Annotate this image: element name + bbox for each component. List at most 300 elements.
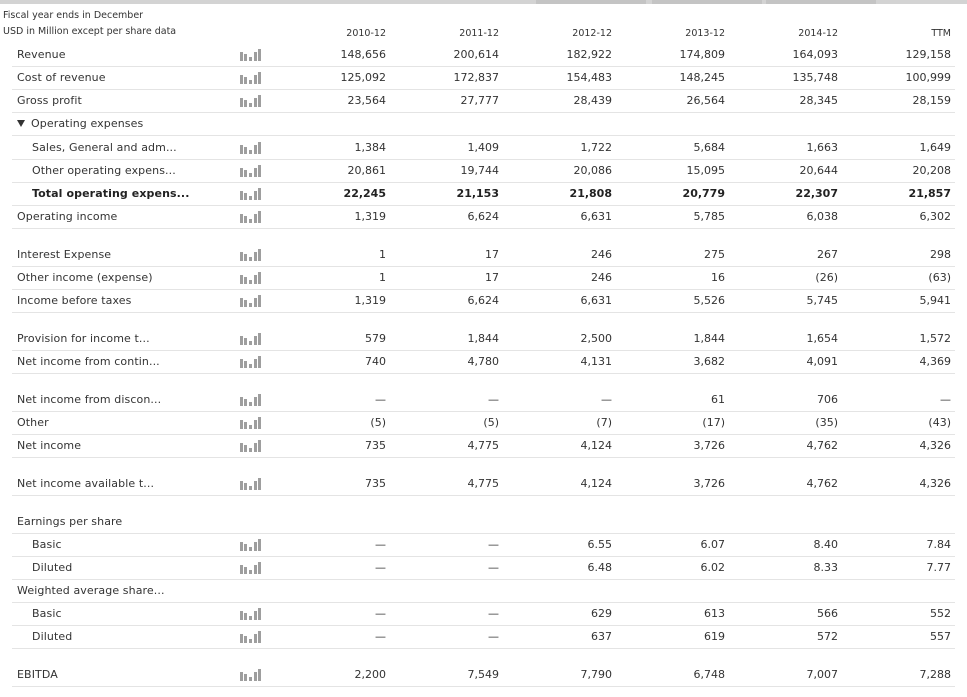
value-cell: — [601, 393, 612, 406]
row-label [17, 94, 82, 107]
table-row-income-before-taxes [12, 290, 955, 313]
bar-chart-icon-bar [249, 196, 252, 200]
bar-chart-icon[interactable] [240, 562, 260, 574]
value-cell: 100,999 [905, 71, 951, 84]
bar-chart-icon[interactable] [240, 72, 260, 84]
row-label [32, 607, 62, 620]
bar-chart-icon-bar [240, 397, 243, 406]
bar-chart-icon-bar [254, 611, 257, 620]
value-cell: (35) [815, 416, 838, 429]
bar-chart-icon-bar [244, 100, 247, 107]
bar-chart-icon-bar [258, 608, 261, 620]
bar-chart-icon-bar [240, 565, 243, 574]
row-label-text: EBITDA [17, 668, 58, 681]
table-row-operating-expenses[interactable] [12, 113, 955, 136]
bar-chart-icon-bar [240, 145, 243, 154]
bar-chart-icon-bar [240, 542, 243, 551]
value-cell: 557 [930, 630, 951, 643]
top-rule-segment [652, 0, 762, 4]
bar-chart-icon-bar [254, 52, 257, 61]
value-cell: 16 [711, 271, 725, 284]
row-label [17, 248, 111, 261]
value-cell: (63) [928, 271, 951, 284]
value-cell: 4,326 [919, 439, 951, 452]
bar-chart-icon-bar [249, 448, 252, 452]
bar-chart-icon-bar [244, 361, 247, 368]
row-label-text: Other income (expense) [17, 271, 153, 284]
row-label [17, 332, 150, 345]
bar-chart-icon-bar [249, 341, 252, 345]
row-label-text: Operating expenses [31, 117, 144, 130]
bar-chart-icon-bar [249, 425, 252, 429]
value-cell: 6,631 [580, 294, 612, 307]
row-label [17, 71, 106, 84]
bar-chart-icon-bar [249, 103, 252, 107]
bar-chart-icon-bar [244, 674, 247, 681]
row-label-text: Net income [17, 439, 82, 452]
bar-chart-icon-bar [254, 420, 257, 429]
value-cell: 735 [365, 439, 386, 452]
value-cell: 21,857 [908, 187, 951, 200]
bar-chart-icon-bar [258, 356, 261, 368]
value-cell: 1,572 [919, 332, 951, 345]
table-row-gross-profit [12, 90, 955, 113]
value-cell: 1,844 [467, 332, 499, 345]
row-label [17, 355, 160, 368]
value-cell: 735 [365, 477, 386, 490]
value-cell: 552 [930, 607, 951, 620]
value-cell: — [488, 561, 499, 574]
bar-chart-icon-bar [254, 252, 257, 261]
table-row-operating-income [12, 206, 955, 229]
value-cell: 200,614 [453, 48, 499, 61]
bar-chart-icon-bar [258, 165, 261, 177]
row-label-text: Total operating expens... [32, 187, 190, 200]
bar-chart-icon-bar [244, 254, 247, 261]
value-cell: — [488, 630, 499, 643]
bar-chart-icon-bar [240, 359, 243, 368]
value-cell: 1,649 [919, 141, 951, 154]
bar-chart-icon[interactable] [240, 440, 260, 452]
value-cell: (5) [483, 416, 499, 429]
row-label-text: Diluted [32, 561, 73, 574]
bar-chart-icon[interactable] [240, 669, 260, 681]
bar-chart-icon-bar [249, 80, 252, 84]
table-row-net-income [12, 435, 955, 458]
bar-chart-icon-bar [249, 677, 252, 681]
value-cell: — [375, 393, 386, 406]
bar-chart-icon-bar [244, 613, 247, 620]
value-cell: 182,922 [566, 48, 612, 61]
bar-chart-icon[interactable] [240, 211, 260, 223]
bar-chart-icon-bar [240, 298, 243, 307]
value-cell: 20,086 [573, 164, 612, 177]
value-cell: 740 [365, 355, 386, 368]
table-row-other-opex [12, 160, 955, 183]
row-label [17, 210, 117, 223]
bar-chart-icon-bar [249, 280, 252, 284]
bar-chart-icon-bar [254, 672, 257, 681]
table-row-other-income [12, 267, 955, 290]
bar-chart-icon[interactable] [240, 49, 260, 61]
value-cell: 1,409 [467, 141, 499, 154]
table-row-other [12, 412, 955, 435]
bar-chart-icon-bar [254, 275, 257, 284]
row-label-text: Cost of revenue [17, 71, 106, 84]
table-row-cost-of-revenue [12, 67, 955, 90]
value-cell: (26) [815, 271, 838, 284]
bar-chart-icon-bar [244, 544, 247, 551]
bar-chart-icon-bar [258, 272, 261, 284]
value-cell: 4,762 [806, 439, 838, 452]
bar-chart-icon-bar [254, 542, 257, 551]
value-cell: 7,007 [806, 668, 838, 681]
value-cell: 20,208 [912, 164, 951, 177]
row-label [32, 187, 190, 200]
column-header: 2011-12 [459, 28, 499, 39]
bar-chart-icon-bar [240, 443, 243, 452]
bar-chart-icon-bar [249, 402, 252, 406]
bar-chart-icon[interactable] [240, 394, 260, 406]
bar-chart-icon-bar [258, 631, 261, 643]
bar-chart-icon-bar [258, 295, 261, 307]
value-cell: 28,439 [573, 94, 612, 107]
bar-chart-icon-bar [258, 333, 261, 345]
bar-chart-icon-bar [254, 168, 257, 177]
table-row-provision-tax [12, 328, 955, 351]
value-cell: 129,158 [905, 48, 951, 61]
bar-chart-icon-bar [258, 95, 261, 107]
value-cell: 4,131 [580, 355, 612, 368]
bar-chart-icon-bar [244, 422, 247, 429]
value-cell: 4,124 [580, 439, 612, 452]
value-cell: 2,200 [354, 668, 386, 681]
value-cell: — [375, 538, 386, 551]
bar-chart-icon[interactable] [240, 188, 260, 200]
bar-chart-icon-bar [254, 634, 257, 643]
bar-chart-icon-bar [258, 539, 261, 551]
value-cell: 566 [817, 607, 838, 620]
bar-chart-icon[interactable] [240, 539, 260, 551]
bar-chart-icon-bar [249, 173, 252, 177]
value-cell: 125,092 [340, 71, 386, 84]
value-cell: 267 [817, 248, 838, 261]
value-cell: 6.02 [700, 561, 725, 574]
row-label [17, 393, 161, 406]
table-row-eps-basic [12, 534, 955, 557]
column-header: 2014-12 [798, 28, 838, 39]
bar-chart-icon-bar [258, 669, 261, 681]
table-row-net-income-cont [12, 351, 955, 374]
top-rule-segment [536, 0, 646, 4]
bar-chart-icon-bar [249, 570, 252, 574]
bar-chart-icon-bar [254, 298, 257, 307]
value-cell: — [940, 393, 951, 406]
value-cell: 20,779 [682, 187, 725, 200]
value-cell: 619 [704, 630, 725, 643]
collapse-triangle-icon[interactable] [17, 120, 25, 127]
bar-chart-icon-bar [244, 338, 247, 345]
row-label [17, 477, 154, 490]
bar-chart-icon[interactable] [240, 165, 260, 177]
row-label-text: Income before taxes [17, 294, 132, 307]
bar-chart-icon-bar [254, 98, 257, 107]
table-row-was [12, 580, 955, 603]
value-cell: 1,654 [806, 332, 838, 345]
value-cell: 1,722 [580, 141, 612, 154]
row-label [32, 164, 176, 177]
bar-chart-icon-bar [244, 636, 247, 643]
bar-chart-icon-bar [244, 54, 247, 61]
bar-chart-icon-bar [258, 562, 261, 574]
value-cell: 3,682 [693, 355, 725, 368]
row-label-text: Interest Expense [17, 248, 112, 261]
bar-chart-icon-bar [249, 547, 252, 551]
column-header: 2010-12 [346, 28, 386, 39]
row-label-text: Diluted [32, 630, 73, 643]
bar-chart-icon-bar [240, 611, 243, 620]
value-cell: 4,326 [919, 477, 951, 490]
column-header: TTM [931, 28, 951, 39]
value-cell: 637 [591, 630, 612, 643]
value-cell: 4,780 [467, 355, 499, 368]
bar-chart-icon-bar [244, 147, 247, 154]
bar-chart-icon-bar [244, 216, 247, 223]
bar-chart-icon-bar [254, 443, 257, 452]
value-cell: — [488, 393, 499, 406]
value-cell: 172,837 [453, 71, 499, 84]
value-cell: 298 [930, 248, 951, 261]
value-cell: 4,124 [580, 477, 612, 490]
value-cell: 7,790 [580, 668, 612, 681]
bar-chart-icon-bar [244, 399, 247, 406]
value-cell: 23,564 [347, 94, 386, 107]
row-label-text: Revenue [17, 48, 66, 61]
bar-chart-icon-bar [258, 49, 261, 61]
value-cell: 613 [704, 607, 725, 620]
value-cell: 7,288 [919, 668, 951, 681]
row-label-text: Weighted average share... [17, 584, 165, 597]
value-cell: 20,861 [347, 164, 386, 177]
value-cell: 4,775 [467, 477, 499, 490]
value-cell: 6.55 [587, 538, 612, 551]
column-header: 2013-12 [685, 28, 725, 39]
bar-chart-icon-bar [254, 397, 257, 406]
value-cell: 19,744 [460, 164, 499, 177]
bar-chart-icon-bar [240, 481, 243, 490]
bar-chart-icon-bar [249, 486, 252, 490]
row-label [32, 561, 72, 574]
value-cell: 4,091 [806, 355, 838, 368]
value-cell: 6,631 [580, 210, 612, 223]
value-cell: 3,726 [693, 477, 725, 490]
value-cell: 706 [817, 393, 838, 406]
row-label-text: Operating income [17, 210, 118, 223]
table-row-net-income-discon [12, 389, 955, 412]
value-cell: 1 [379, 248, 386, 261]
value-cell: 1,384 [354, 141, 386, 154]
value-cell: 5,526 [693, 294, 725, 307]
table-row-interest-expense [12, 244, 955, 267]
bar-chart-icon[interactable] [240, 95, 260, 107]
bar-chart-icon-bar [240, 98, 243, 107]
bar-chart-icon-bar [254, 191, 257, 200]
value-cell: 8.33 [813, 561, 838, 574]
bar-chart-icon-bar [240, 75, 243, 84]
units-note: USD in Million except per share data [3, 26, 177, 37]
bar-chart-icon-bar [244, 193, 247, 200]
bar-chart-icon-bar [254, 565, 257, 574]
row-label-text: Net income from discon... [17, 393, 162, 406]
bar-chart-icon-bar [244, 77, 247, 84]
bar-chart-icon-bar [249, 57, 252, 61]
bar-chart-icon[interactable] [240, 272, 260, 284]
bar-chart-icon[interactable] [240, 478, 260, 490]
table-row-eps-diluted [12, 557, 955, 580]
bar-chart-icon[interactable] [240, 356, 260, 368]
value-cell: 22,307 [795, 187, 838, 200]
bar-chart-icon-bar [244, 300, 247, 307]
value-cell: 164,093 [792, 48, 838, 61]
row-label-text: Net income from contin... [17, 355, 160, 368]
bar-chart-icon-bar [244, 445, 247, 452]
value-cell: 4,369 [919, 355, 951, 368]
row-label [17, 271, 153, 284]
bar-chart-icon-bar [244, 567, 247, 574]
value-cell: 28,159 [912, 94, 951, 107]
value-cell: 7,549 [467, 668, 499, 681]
value-cell: 21,808 [569, 187, 612, 200]
bar-chart-icon-bar [258, 188, 261, 200]
row-label [17, 584, 165, 597]
value-cell: — [375, 630, 386, 643]
bar-chart-icon[interactable] [240, 417, 260, 429]
bar-chart-icon-bar [244, 277, 247, 284]
bar-chart-icon-bar [249, 616, 252, 620]
value-cell: 5,745 [806, 294, 838, 307]
row-label-text: Other operating expens... [32, 164, 176, 177]
value-cell: 6,302 [919, 210, 951, 223]
value-cell: 3,726 [693, 439, 725, 452]
row-label-text: Net income available t... [17, 477, 155, 490]
bar-chart-icon-bar [258, 142, 261, 154]
bar-chart-icon-bar [258, 211, 261, 223]
bar-chart-icon-bar [240, 336, 243, 345]
table-row-was-diluted [12, 626, 955, 649]
table-row-ebitda [12, 664, 955, 687]
bar-chart-icon-bar [249, 303, 252, 307]
value-cell: 4,762 [806, 477, 838, 490]
value-cell: 22,245 [343, 187, 386, 200]
bar-chart-icon[interactable] [240, 295, 260, 307]
value-cell: 2,500 [580, 332, 612, 345]
value-cell: 27,777 [460, 94, 499, 107]
value-cell: 154,483 [566, 71, 612, 84]
value-cell: 15,095 [686, 164, 725, 177]
value-cell: 5,785 [693, 210, 725, 223]
bar-chart-icon-bar [258, 417, 261, 429]
bar-chart-icon-bar [258, 72, 261, 84]
row-label [32, 630, 72, 643]
value-cell: 1,319 [354, 210, 386, 223]
table-row-was-basic [12, 603, 955, 626]
bar-chart-icon-bar [254, 75, 257, 84]
bar-chart-icon-bar [258, 478, 261, 490]
value-cell: 26,564 [686, 94, 725, 107]
bar-chart-icon[interactable] [240, 249, 260, 261]
bar-chart-icon-bar [254, 145, 257, 154]
table-row-sga [12, 137, 955, 160]
bar-chart-icon-bar [254, 336, 257, 345]
value-cell: — [488, 538, 499, 551]
bar-chart-icon-bar [240, 275, 243, 284]
bar-chart-icon-bar [240, 191, 243, 200]
value-cell: 21,153 [456, 187, 499, 200]
bar-chart-icon-bar [249, 219, 252, 223]
value-cell: 1,319 [354, 294, 386, 307]
value-cell: 1,663 [806, 141, 838, 154]
bar-chart-icon-bar [240, 168, 243, 177]
table-row-revenue [12, 44, 955, 67]
row-label-text: Provision for income t... [17, 332, 150, 345]
bar-chart-icon-bar [258, 394, 261, 406]
bar-chart-icon-bar [249, 257, 252, 261]
row-label [17, 48, 66, 61]
table-row-total-opex [12, 183, 955, 206]
value-cell: 6.07 [700, 538, 725, 551]
value-cell: 275 [704, 248, 725, 261]
value-cell: 174,809 [679, 48, 725, 61]
bar-chart-icon-bar [240, 672, 243, 681]
fiscal-year-note: Fiscal year ends in December [3, 10, 144, 21]
table-row-eps [12, 511, 955, 534]
value-cell: 8.40 [813, 538, 838, 551]
bar-chart-icon-bar [254, 214, 257, 223]
value-cell: 1,844 [693, 332, 725, 345]
bar-chart-icon-bar [258, 440, 261, 452]
row-label [17, 416, 49, 429]
row-label [17, 117, 143, 130]
value-cell: 17 [485, 248, 499, 261]
bar-chart-icon-bar [240, 252, 243, 261]
row-label-text: Sales, General and adm... [32, 141, 177, 154]
value-cell: (5) [370, 416, 386, 429]
row-label [32, 141, 177, 154]
value-cell: 579 [365, 332, 386, 345]
value-cell: 7.77 [926, 561, 951, 574]
bar-chart-icon[interactable] [240, 631, 260, 643]
value-cell: 135,748 [792, 71, 838, 84]
value-cell: 6,624 [467, 210, 499, 223]
row-label-text: Basic [32, 607, 62, 620]
value-cell: — [375, 607, 386, 620]
value-cell: 6.48 [587, 561, 612, 574]
bar-chart-icon-bar [249, 150, 252, 154]
value-cell: 17 [485, 271, 499, 284]
bar-chart-icon-bar [244, 170, 247, 177]
top-rule-segment [766, 0, 876, 4]
bar-chart-icon[interactable] [240, 608, 260, 620]
bar-chart-icon[interactable] [240, 333, 260, 345]
bar-chart-icon-bar [258, 249, 261, 261]
row-label [17, 439, 81, 452]
value-cell: (17) [702, 416, 725, 429]
row-label [32, 538, 62, 551]
bar-chart-icon[interactable] [240, 142, 260, 154]
row-label-text: Other [17, 416, 49, 429]
value-cell: 572 [817, 630, 838, 643]
value-cell: 6,748 [693, 668, 725, 681]
